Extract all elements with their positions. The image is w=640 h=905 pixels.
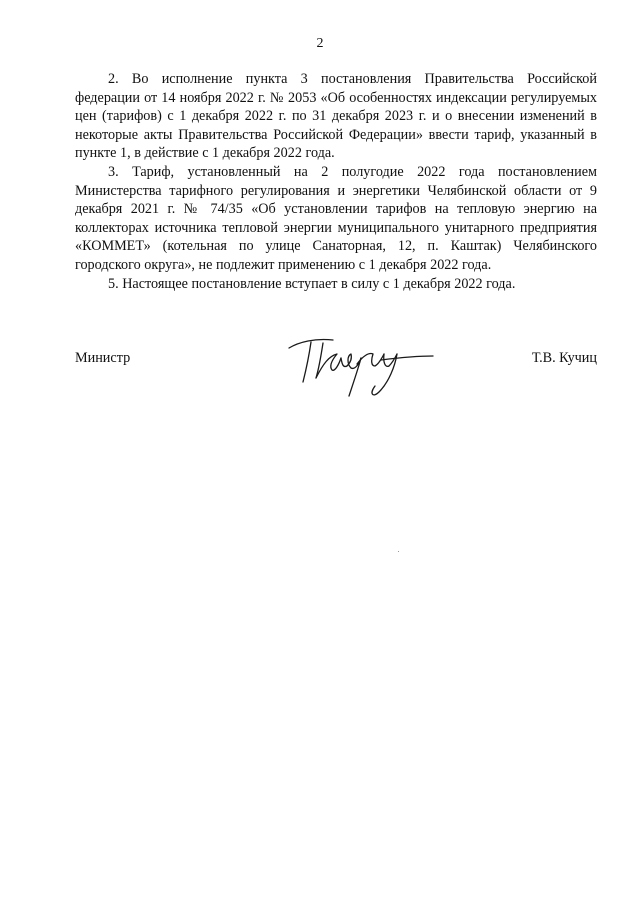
- page-number: 2: [316, 36, 324, 51]
- signature-block: [75, 330, 597, 410]
- handwritten-signature: [285, 330, 435, 410]
- paragraph-2: 2. Во исполнение пункта 3 постановления Правительства Российской федерации от 14 ноября 2022 г. № 2053 «Об особенностях индексации регулируемых цен (тарифов) с 1 декабря 2022 г. по 31 декабря 2023 г. и о внесении изменений в некоторые акты Правительства Российской Федерации» ввести тариф, указанный в пункте 1, в действие с 1 декабря 2022 года.: [75, 71, 597, 162]
- scan-speck: [398, 551, 399, 552]
- signatory-position: Министр: [75, 350, 131, 366]
- paragraph-3: 3. Тариф, установленный на 2 полугодие 2022 года постановлением Министерства тарифного регулирования и энергетики Челябинской области от 9 декабря 2021 г. № 74/35 «Об установлении тарифов на тепловую энергию на коллекторах источника тепловой энергии муниципального унитарного предприятия «КОММЕТ» (котельная по улице Санаторная, 12, п. Каштак) Челябинского городского округа», не подлежит применению с 1 декабря 2022 года.: [75, 163, 597, 273]
- document-body: [75, 70, 597, 293]
- signatory-name: Т.В. Кучиц: [531, 350, 597, 366]
- paragraph-5: 5. Настоящее постановление вступает в силу с 1 декабря 2022 года.: [108, 275, 516, 292]
